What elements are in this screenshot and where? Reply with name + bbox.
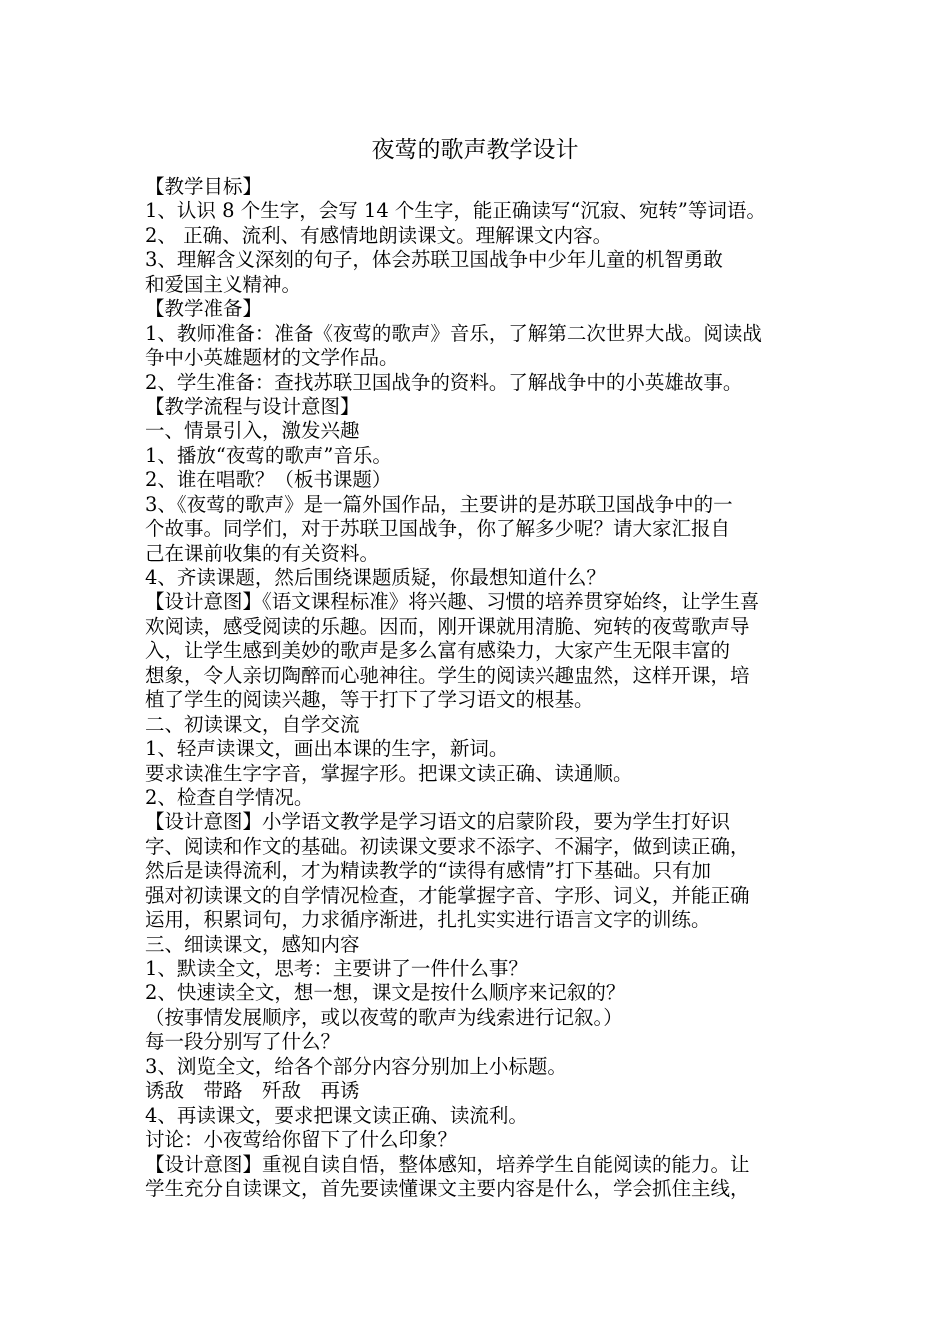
text-line: 1、轻声读课文，画出本课的生字，新词。 [145, 737, 509, 761]
text-line: 争中小英雄题材的文学作品。 [145, 346, 399, 370]
text-line: 和爱国主义精神。 [145, 272, 302, 296]
text-line: 一、情景引入，激发兴趣 [145, 419, 360, 443]
text-line: 然后是读得流利，才为精读教学的“读得有感情”打下基础。只有加 [145, 859, 711, 883]
text-line: 1、教师准备：准备《夜莺的歌声》音乐，了解第二次世界大战。阅读战 [145, 321, 762, 345]
text-line: 强对初读课文的自学情况检查，才能掌握字音、字形、词义，并能正确 [145, 883, 750, 907]
text-line: 要求读准生字字音，掌握字形。把课文读正确、读通顺。 [145, 761, 633, 785]
text-line: 讨论：小夜莺给你留下了什么印象？ [145, 1128, 458, 1152]
text-line: 1、默读全文，思考：主要讲了一件什么事？ [145, 957, 528, 980]
text-line: 【教学目标】 [145, 175, 263, 198]
text-line: 每一段分别写了什么？ [145, 1030, 341, 1054]
text-line: 入，让学生感到美妙的歌声是多么富有感染力，大家产生无限丰富的 [145, 639, 731, 663]
text-line: 1、播放“夜莺的歌声”音乐。 [145, 443, 392, 467]
text-line: 1、认识 8 个生字，会写 14 个生字，能正确读写“沉寂、宛转”等词语。 [145, 199, 766, 223]
text-line: 3、浏览全文，给各个部分内容分别加上小标题。 [145, 1054, 567, 1078]
text-line: 个故事。同学们，对于苏联卫国战争，你了解多少呢？请大家汇报自 [145, 517, 731, 541]
text-line: 二、初读课文，自学交流 [145, 712, 360, 736]
text-line: 诱敌 带路 歼敌 再诱 [145, 1079, 360, 1103]
text-line: 3、理解含义深刻的句子，体会苏联卫国战争中少年儿童的机智勇敢 [145, 248, 723, 272]
text-line: 2、 正确、流利、有感情地朗读课文。理解课文内容。 [145, 223, 613, 247]
text-line: 三、细读课文，感知内容 [145, 932, 360, 956]
text-line: 【设计意图】小学语文教学是学习语文的启蒙阶段，要为学生打好识 [145, 810, 731, 834]
text-line: 3、《夜莺的歌声》是一篇外国作品，主要讲的是苏联卫国战争中的一 [145, 492, 733, 516]
text-line: 想象，令人亲切陶醉而心驰神往。学生的阅读兴趣盅然，这样开课，培 [145, 663, 750, 687]
text-line: 学生充分自读课文，首先要读懂课文主要内容是什么，学会抓住主线， [145, 1176, 750, 1200]
text-line: 2、检查自学情况。 [145, 785, 314, 809]
text-line: 运用，积累词句，力求循序渐进，扎扎实实进行语言文字的训练。 [145, 908, 711, 932]
text-line: 2、学生准备：查找苏联卫国战争的资料。了解战争中的小英雄故事。 [145, 370, 743, 394]
text-line: 4、齐读课题，然后围绕课题质疑，你最想知道什么？ [145, 566, 606, 589]
text-line: 欢阅读，感受阅读的乐趣。因而，刚开课就用清脆、宛转的夜莺歌声导 [145, 614, 750, 638]
document-title: 夜莺的歌声教学设计 [371, 137, 579, 163]
text-line: 2、谁在唱歌？（板书课题） [145, 468, 392, 492]
text-line: 【设计意图】《语文课程标准》将兴趣、习惯的培养贯穿始终，让学生喜 [145, 590, 760, 614]
text-line: 植了学生的阅读兴趣，等于打下了学习语文的根基。 [145, 688, 594, 712]
text-line: （按事情发展顺序，或以夜莺的歌声为线索进行记叙。） [145, 1005, 623, 1029]
text-line: 【教学准备】 [145, 297, 263, 321]
text-line: 2、快速读全文，想一想，课文是按什么顺序来记叙的？ [145, 981, 626, 1005]
text-line: 字、阅读和作文的基础。初读课文要求不添字、不漏字，做到读正确， [145, 834, 750, 858]
text-line: 4、再读课文，要求把课文读正确、读流利。 [145, 1103, 528, 1127]
text-line: 【设计意图】重视自读自悟，整体感知，培养学生自能阅读的能力。让 [145, 1152, 750, 1176]
text-line: 【教学流程与设计意图】 [145, 394, 360, 418]
text-line: 己在课前收集的有关资料。 [145, 541, 380, 565]
document-body [145, 175, 845, 1201]
